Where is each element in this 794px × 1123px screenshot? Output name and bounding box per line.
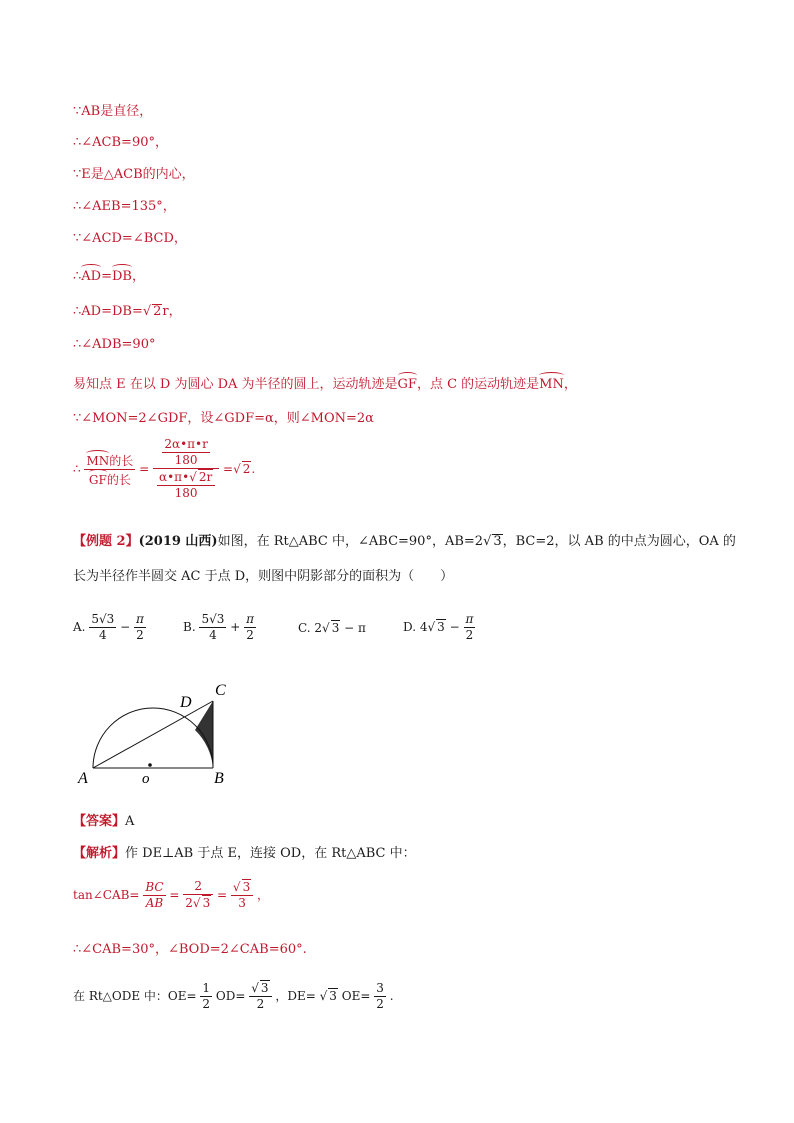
analysis-line-1: 【解析】作 DE⊥AB 于点 E，连接 OD，在 Rt△ABC 中： [73,846,416,861]
example-source: (2019 山西) [138,534,218,549]
option-a[interactable]: A. $\frac{5√3}{4}$ − $\frac{\pi}{2}$ [73,612,144,642]
label-c: C [215,682,226,699]
line-arc-ad-db: ∴AD=DB， [73,265,145,286]
line-ab-diameter: ∵AB是直径， [73,104,153,119]
shaded-region [195,701,213,768]
example-line-2: 长为半径作半圆交 AC 于点 D，则图中阴影部分的面积为（ ） [73,569,454,584]
label-d: D [180,694,192,711]
line-acd-bcd: ∵∠ACD=∠BCD， [73,231,187,246]
ratio-fraction: $\frac{\text{MN的长}}{\text{GF的长}}$ [84,451,135,488]
analysis-ode-line: 在 Rt△ODE 中：OE= $\frac{1}{2}$ OD= $\frac{√ 3}{2}$ ，DE= √ 3 OE= $\frac{3}{2}$ . [73,980,394,1011]
answer-tag: 【答案】 [73,814,126,829]
label-a: A [78,770,88,787]
line-ratio: ∴ $\frac{\text{MN的长}}{\text{GF的长}}$ = $\frac{\frac{2\alpha•\pi•r}{180}}{\frac{\alpha•\pi•√ 2r}{180}}$ =√ 2. [73,437,256,500]
analysis-tan-line: tan∠CAB= $\frac{BC}{AB}$ = $\frac{2}{2√ 3}$ = $\frac{√ 3}{3}$ ， [73,879,270,910]
answer-value: A [125,814,135,829]
example-line-1: 【例题 2】(2019 山西)如图，在 Rt△ABC 中，∠ABC=90°，AB=2√ 3，BC=2，以 AB 的中点为圆心，OA 的 [73,534,736,549]
option-c[interactable]: C. 2√ 3 − π [298,621,366,635]
line-aeb-135: ∴∠AEB=135°， [73,199,176,214]
option-b[interactable]: B. $\frac{5√3}{4}$ + $\frac{\pi}{2}$ [183,612,254,642]
option-d[interactable]: D. 4√ 3 − $\frac{\pi}{2}$ [403,612,474,642]
label-o: o [142,771,150,787]
line-incenter: ∵E是△ACB的内心， [73,167,195,182]
line-acb-90: ∴∠ACB=90°， [73,135,168,150]
line-adb-90: ∴∠ADB=90° [73,337,156,352]
analysis-angle-line: ∴∠CAB=30°，∠BOD=2∠CAB=60°. [73,942,307,957]
arc-length-fraction: $\frac{\frac{2\alpha•\pi•r}{180}}{\frac{\alpha•\pi•√ 2r}{180}}$ [153,437,219,501]
line-angle-relation: ∵∠MON=2∠GDF，设∠GDF=α，则∠MON=2α [73,411,374,426]
semicircle-figure [72,672,242,792]
example-tag: 【例题 2】 [73,534,139,549]
label-b: B [214,770,224,787]
segment-ac [93,701,213,768]
center-point-o [148,763,152,767]
semicircle-arc [93,708,213,768]
line-ad-db-sqrt: ∴AD=DB=√ 2r， [73,304,182,319]
analysis-tag: 【解析】 [73,846,126,861]
line-trajectory: 易知点 E 在以 D 为圆心 DA 为半径的圆上，运动轨迹是GF，点 C 的运动轨迹是MN， [73,373,577,394]
answer-line [73,813,134,831]
